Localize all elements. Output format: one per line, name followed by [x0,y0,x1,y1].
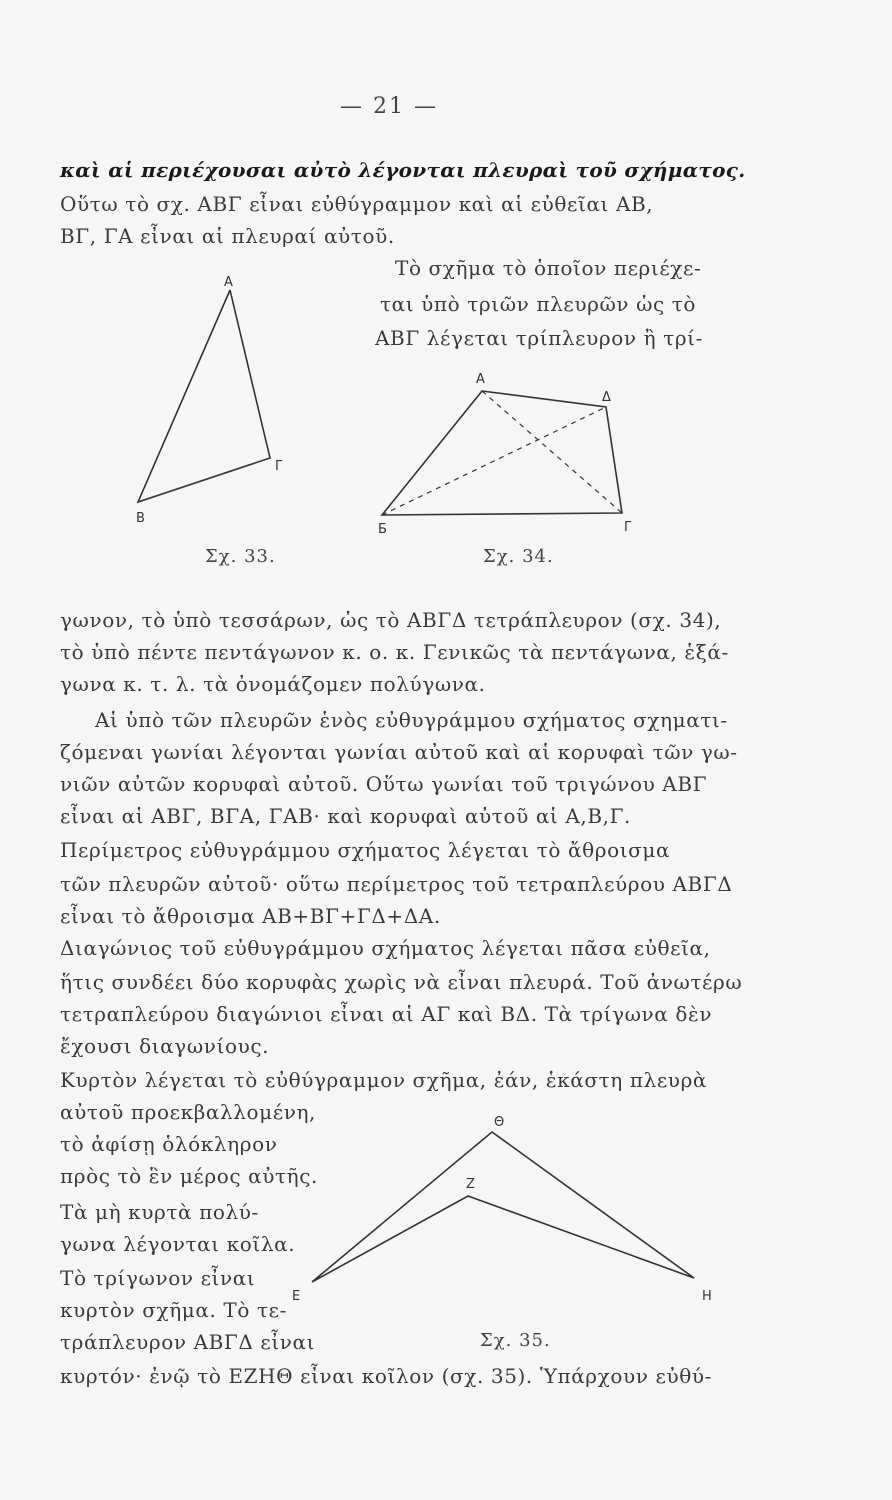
text-line: νιῶν αὐτῶν κορυφαὶ αὐτοῦ. Οὕτω γωνίαι τοῦ τριγώνου ΑΒΓ [60,772,708,796]
figure-34-quadrilateral [370,365,650,545]
fig34-label-c: Γ [624,520,632,535]
text-line: ζόμεναι γωνίαι λέγονται γωνίαι αὐτοῦ καὶ αἱ κορυφαὶ τῶν γω- [60,740,738,764]
text-line: Αἱ ὑπὸ τῶν πλευρῶν ἑνὸς εὐθυγράμμου σχήματος σχηματι- [95,708,728,732]
text-line: εἶναι τὸ ἄθροισμα ΑΒ+ΒΓ+ΓΔ+ΔΑ. [60,904,441,928]
text-line: τὸ ἀφίσῃ ὁλόκληρον [60,1132,278,1156]
fig35-label-h: H [702,1289,712,1304]
text-line: γωνον, τὸ ὑπὸ τεσσάρων, ὡς τὸ ΑΒΓΔ τετράπλευρον (σχ. 34), [60,608,722,632]
text-line: τράπλευρον ΑΒΓΔ εἶναι [60,1330,316,1354]
text-line: ΒΓ, ΓΑ εἶναι αἱ πλευραί αὐτοῦ. [60,224,395,248]
text-line: Οὕτω τὸ σχ. ΑΒΓ εἶναι εὐθύγραμμον καὶ αἱ εὐθεῖαι ΑΒ, [60,192,654,216]
text-line: καὶ αἱ περιέχουσαι αὐτὸ λέγονται πλευραὶ τοῦ σχήματος. [60,158,746,182]
figure-35-caption: Σχ. 35. [480,1330,551,1351]
text-line: πρὸς τὸ ἓν μέρος αὐτῆς. [60,1164,318,1188]
text-line: Τὸ σχῆμα τὸ ὁποῖον περιέχε- [395,256,702,280]
text-line: αὐτοῦ προεκβαλλομένη, [60,1100,317,1124]
figure-35-concave-quadrilateral [280,1110,720,1310]
text-line: τὸ ὑπὸ πέντε πεντάγωνον κ. ο. κ. Γενικῶς τὰ πεντάγωνα, ἑξά- [60,640,729,664]
fig35-label-th: Θ [494,1115,505,1130]
text-line: ἥτις συνδέει δύο κορυφὰς χωρὶς νὰ εἶναι πλευρά. Τοῦ ἀνωτέρω [60,970,743,994]
text-line: Τὰ μὴ κυρτὰ πολύ- [60,1200,259,1224]
text-line: Κυρτὸν λέγεται τὸ εὐθύγραμμον σχῆμα, ἐάν, ἑκάστη πλευρὰ [60,1068,708,1092]
figure-34-caption: Σχ. 34. [483,546,554,567]
figure-33-triangle [120,270,300,530]
fig34-label-d: Δ [602,390,611,405]
text-line: γωνα λέγονται κοῖλα. [60,1232,296,1256]
page-number: — 21 — [340,94,438,119]
figure-33-caption: Σχ. 33. [205,546,276,567]
text-line: κυρτόν· ἐνῷ τὸ ΕΖΗΘ εἶναι κοῖλον (σχ. 35). Ὑπάρχουν εὐθύ- [60,1364,712,1388]
text-line: ἔχουσι διαγωνίους. [60,1034,270,1058]
fig33-label-a: A [224,275,233,290]
text-line: Διαγώνιος τοῦ εὐθυγράμμου σχήματος λέγεται πᾶσα εὐθεῖα, [60,936,711,960]
fig35-label-z: Z [466,1177,475,1192]
text-line: ται ὑπὸ τριῶν πλευρῶν ὡς τὸ [380,292,697,316]
fig33-label-c: Γ [275,459,283,474]
fig34-label-b: Б [378,522,387,537]
text-line: ΑΒΓ λέγεται τρίπλευρον ἢ τρί- [375,326,703,350]
text-line: κυρτὸν σχῆμα. Τὸ τε- [60,1298,287,1322]
text-line: Περίμετρος εὐθυγράμμου σχήματος λέγεται τὸ ἄθροισμα [60,838,671,862]
text-line: Τὸ τρίγωνον εἶναι [60,1266,256,1290]
fig34-label-a: A [476,372,485,387]
text-line: τῶν πλευρῶν αὐτοῦ· οὕτω περίμετρος τοῦ τετραπλεύρου ΑΒΓΔ [60,872,733,896]
text-line: τετραπλεύρου διαγώνιοι εἶναι αἱ ΑΓ καὶ ΒΔ. Τὰ τρίγωνα δὲν [60,1002,713,1026]
text-line: γωνα κ. τ. λ. τὰ ὀνομάζομεν πολύγωνα. [60,672,486,696]
text-line: εἶναι αἱ ΑΒΓ, ΒΓΑ, ΓΑΒ· καὶ κορυφαὶ αὐτοῦ αἱ Α,Β,Γ. [60,804,632,828]
fig33-label-b: B [136,511,145,526]
fig35-label-e: E [292,1289,301,1304]
